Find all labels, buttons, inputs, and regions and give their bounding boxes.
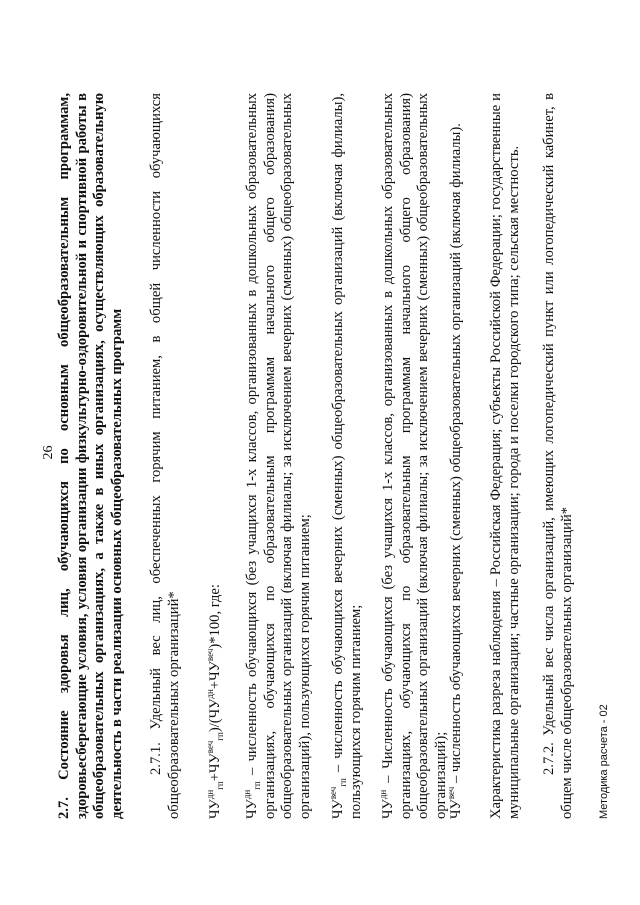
definition-item: $ЧУ^{веч}$ – численность обучающихся вечерних (сменных) общеобразовательных организаций (включая филиалы). [446, 123, 464, 819]
definition-item: $ЧУ^{дн}_{гп}$ – численность обучающихся (без учащихся 1-х классов, организованных в дошкольных образовательных организациях, обучающихся по образовательным программам начального общего образования) общеобразовательных организаций (включая филиалы; за исключением вечерних (сменных) общеобразовательных организаций), пользующихся горячим питанием; [242, 93, 313, 819]
footer-note: Методика расчета - 02 [598, 704, 610, 819]
section-heading [56, 93, 126, 819]
characteristic-paragraph: Характеристика разреза наблюдения – Российская Федерация; субъекты Российской Федерации; государственные и муниципальные организации; частные организации; города и поселки городского типа; сельская местность. [488, 93, 522, 819]
definition-item: $ЧУ^{дн}$ – Численность обучающихся (без учащихся 1-х классов, организованных в дошкольных образовательных организациях, обучающихся по образовательным программам начального общего образования) общеобразовательных организаций (включая филиалы; за исключением вечерних (сменных) общеобразовательных организаций); [378, 93, 449, 819]
indicator-2-7-2 [541, 93, 576, 819]
section-title: Состояние здоровья лиц, обучающихся по основным общеобразовательным программам, здоровьесберегающие условия, условия организации физкультурно-оздоровительной и спортивной работы в общеобразовательных организациях, а также в иных организациях, осуществляющих образовательную деятельность в части реализации основных общеобразовательных программ [56, 93, 125, 819]
indicator-2-7-1 [148, 93, 183, 819]
indicator-number: 2.7.1. [148, 742, 164, 775]
indicator-text: Удельный вес лиц, обеспеченных горячим питанием, в общей численности обучающихся общеобразовательных организаций* [148, 93, 182, 819]
definition-item: $ЧУ^{веч}_{гп}$ – численность обучающихся вечерних (сменных) общеобразовательных организаций (включая филиалы), пользующихся горячим питанием; [328, 93, 364, 819]
page-number: 26 [41, 445, 56, 460]
indicator-number: 2.7.2. [541, 742, 557, 775]
indicator-text: Удельный вес числа организаций, имеющих логопедический пункт или логопедический кабинет, в общем числе общеобразовательных организаций* [541, 93, 575, 819]
section-number: 2.7. [56, 797, 72, 819]
formula: $ЧУ^{дн}_{гп}+ЧУ^{веч}_{гп})/(ЧУ^{дн}+ЧУ^{веч})*100$, где: [205, 584, 225, 819]
